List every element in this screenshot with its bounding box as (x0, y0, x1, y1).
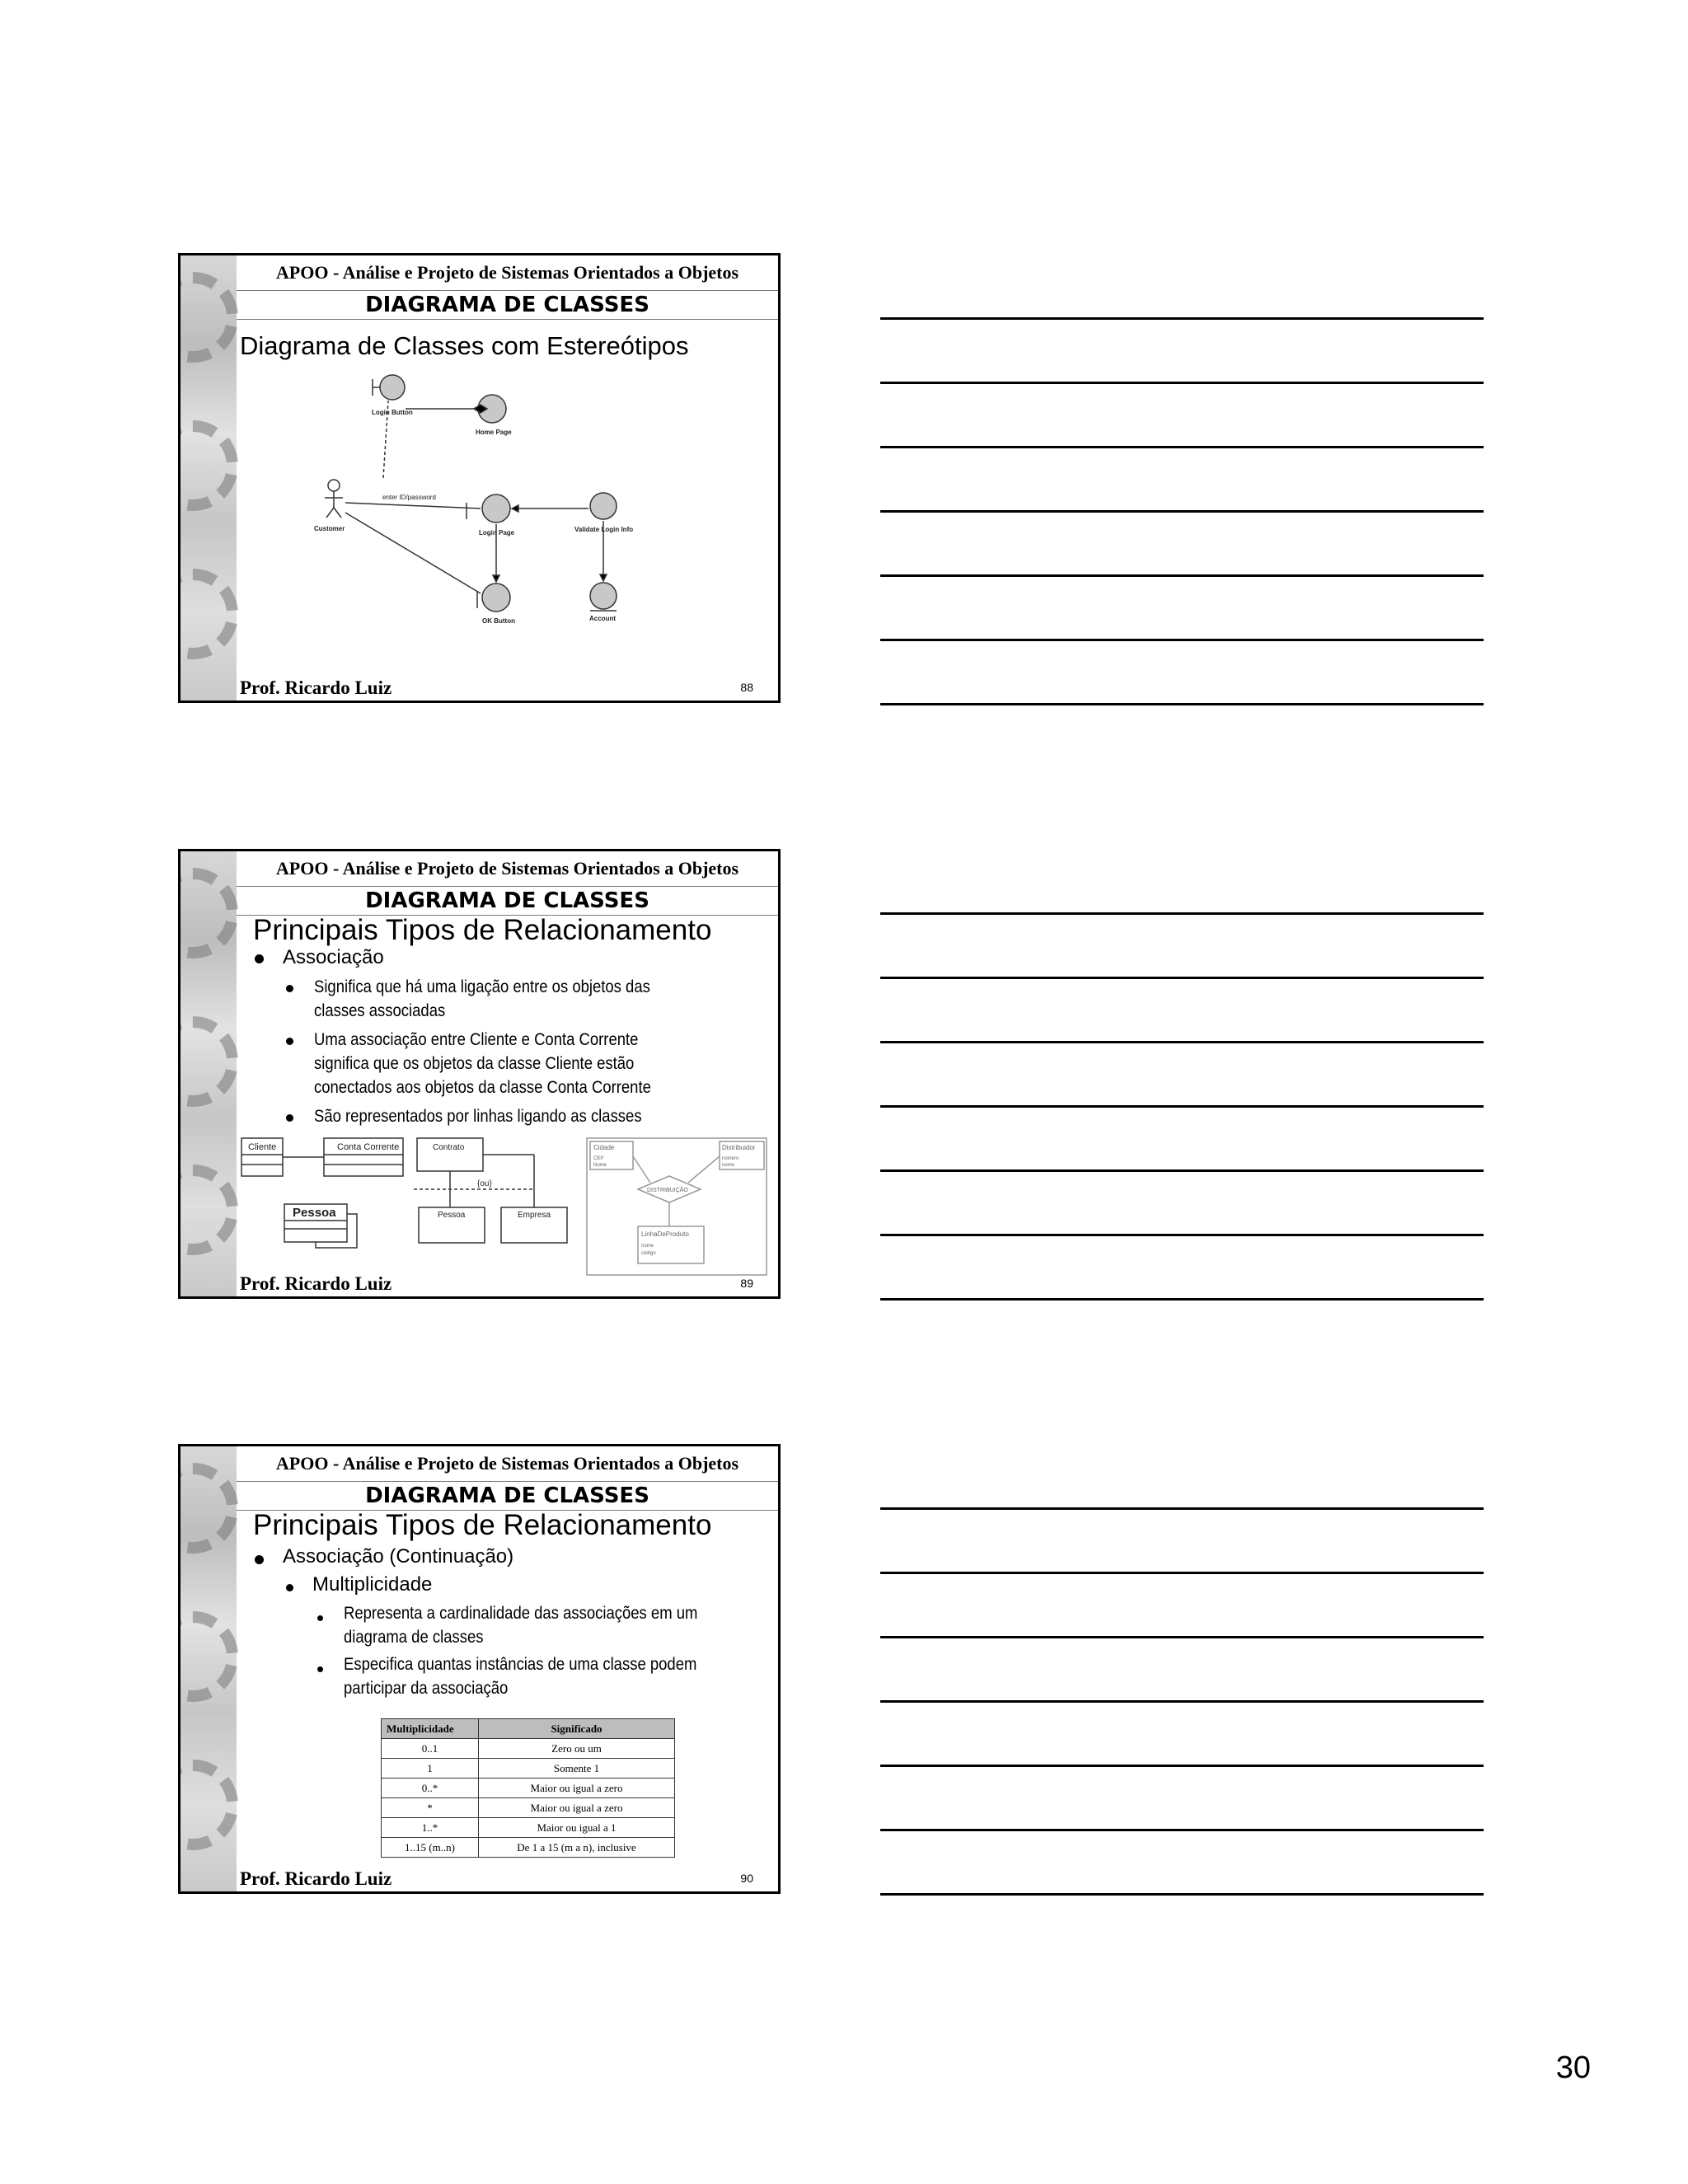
svg-text:Nome: Nome (593, 1163, 607, 1168)
item-3: São representados por linhas ligando as classes (314, 1107, 642, 1126)
label-conta-corrente: Conta Corrente (337, 1142, 400, 1152)
label-login-button: Login Button (372, 409, 413, 416)
table-header: Significado (479, 1719, 675, 1739)
label-linha: LinhaDeProduto (641, 1230, 689, 1238)
customer-loginpage-link (345, 503, 481, 509)
label-empresa: Empresa (518, 1211, 551, 1220)
label-home-page: Home Page (476, 429, 512, 436)
label-pessoa-big: Pessoa (293, 1206, 336, 1220)
label-ok-button: OK Button (482, 617, 515, 625)
slide-number: 90 (740, 1872, 753, 1885)
slide-header: APOO - Análise e Projeto de Sistemas Orientados a Objetos (275, 262, 739, 283)
slide-title: DIAGRAMA DE CLASSES (237, 290, 778, 320)
page-number: 30 (1555, 2050, 1591, 2085)
validate-node (590, 493, 617, 519)
svg-text:número: número (722, 1156, 739, 1161)
stereotype-diagram (181, 255, 781, 703)
label-enter-id: enter ID/password (382, 494, 436, 501)
slide-subtitle: Diagrama de Classes com Estereótipos (240, 331, 689, 360)
sub-bullet-multiplicidade: Multiplicidade (312, 1573, 433, 1596)
slide-88 (178, 253, 781, 703)
slide-title: DIAGRAMA DE CLASSES (237, 886, 778, 916)
label-contrato: Contrato (433, 1143, 465, 1152)
association-diagram (181, 851, 781, 1299)
svg-text:nome: nome (722, 1163, 735, 1168)
item-1: Significa que há uma ligação entre os objetos das classes associadas (314, 977, 650, 1020)
label-customer: Customer (314, 525, 345, 532)
slide-footer: Prof. Ricardo Luiz (240, 1868, 392, 1889)
slide-header: APOO - Análise e Projeto de Sistemas Orientados a Objetos (275, 858, 739, 879)
slide-title: DIAGRAMA DE CLASSES (237, 1481, 778, 1511)
slide-90 (178, 1444, 781, 1894)
slide-footer: Prof. Ricardo Luiz (240, 1273, 392, 1294)
slide-subtitle: Principais Tipos de Relacionamento (253, 1509, 712, 1541)
label-validate: Validate Login Info (574, 526, 634, 533)
item-2: Especifica quantas instâncias de uma classe podem participar da associação (344, 1655, 697, 1698)
table-row: 1..15 (m..n) De 1 a 15 (m a n), inclusive (382, 1838, 675, 1858)
slide-89 (178, 849, 781, 1299)
account-node (590, 583, 617, 609)
slide-number: 88 (740, 681, 753, 694)
slide-number: 89 (740, 1277, 753, 1290)
label-distribuidor: Distribuidor (722, 1144, 756, 1151)
table-row: 1..* Maior ou igual a 1 (382, 1818, 675, 1838)
login-button-node (380, 375, 405, 400)
table-header: Multiplicidade (382, 1719, 479, 1739)
bullet-associacao-cont: Associação (Continuação) (283, 1545, 514, 1568)
table-row: 0..1 Zero ou um (382, 1739, 675, 1759)
label-account: Account (589, 615, 616, 622)
login-page-node (482, 494, 510, 523)
label-ou: {ou} (477, 1179, 492, 1188)
label-cidade: Cidade (593, 1144, 615, 1151)
svg-text:CEP: CEP (593, 1156, 604, 1161)
label-cliente: Cliente (248, 1142, 277, 1152)
slide-subtitle: Principais Tipos de Relacionamento (253, 914, 712, 946)
bullet-associacao: Associação (283, 946, 384, 968)
slide-footer: Prof. Ricardo Luiz (240, 677, 392, 698)
gear-decoration (181, 1446, 237, 1891)
item-1: Representa a cardinalidade das associações em um diagrama de classes (344, 1604, 698, 1647)
svg-text:código: código (641, 1251, 656, 1256)
svg-text:nome: nome (641, 1244, 654, 1249)
ok-button-node (482, 583, 510, 612)
label-pessoa: Pessoa (438, 1211, 466, 1220)
table-row: 0..* Maior ou igual a zero (382, 1779, 675, 1798)
table-row: * Maior ou igual a zero (382, 1798, 675, 1818)
item-2: Uma associação entre Cliente e Conta Corrente significa que os objetos da classe Cliente estão conectados aos objetos da classe Conta Corrente (314, 1030, 651, 1097)
customer-ok-link (345, 513, 481, 593)
label-login-page: Login Page (479, 529, 515, 537)
multiplicity-table (381, 1718, 675, 1858)
slide-header: APOO - Análise e Projeto de Sistemas Orientados a Objetos (275, 1453, 739, 1474)
label-distribuicao: DISTRIBUIÇÃO (647, 1188, 688, 1193)
table-row: 1 Somente 1 (382, 1759, 675, 1779)
